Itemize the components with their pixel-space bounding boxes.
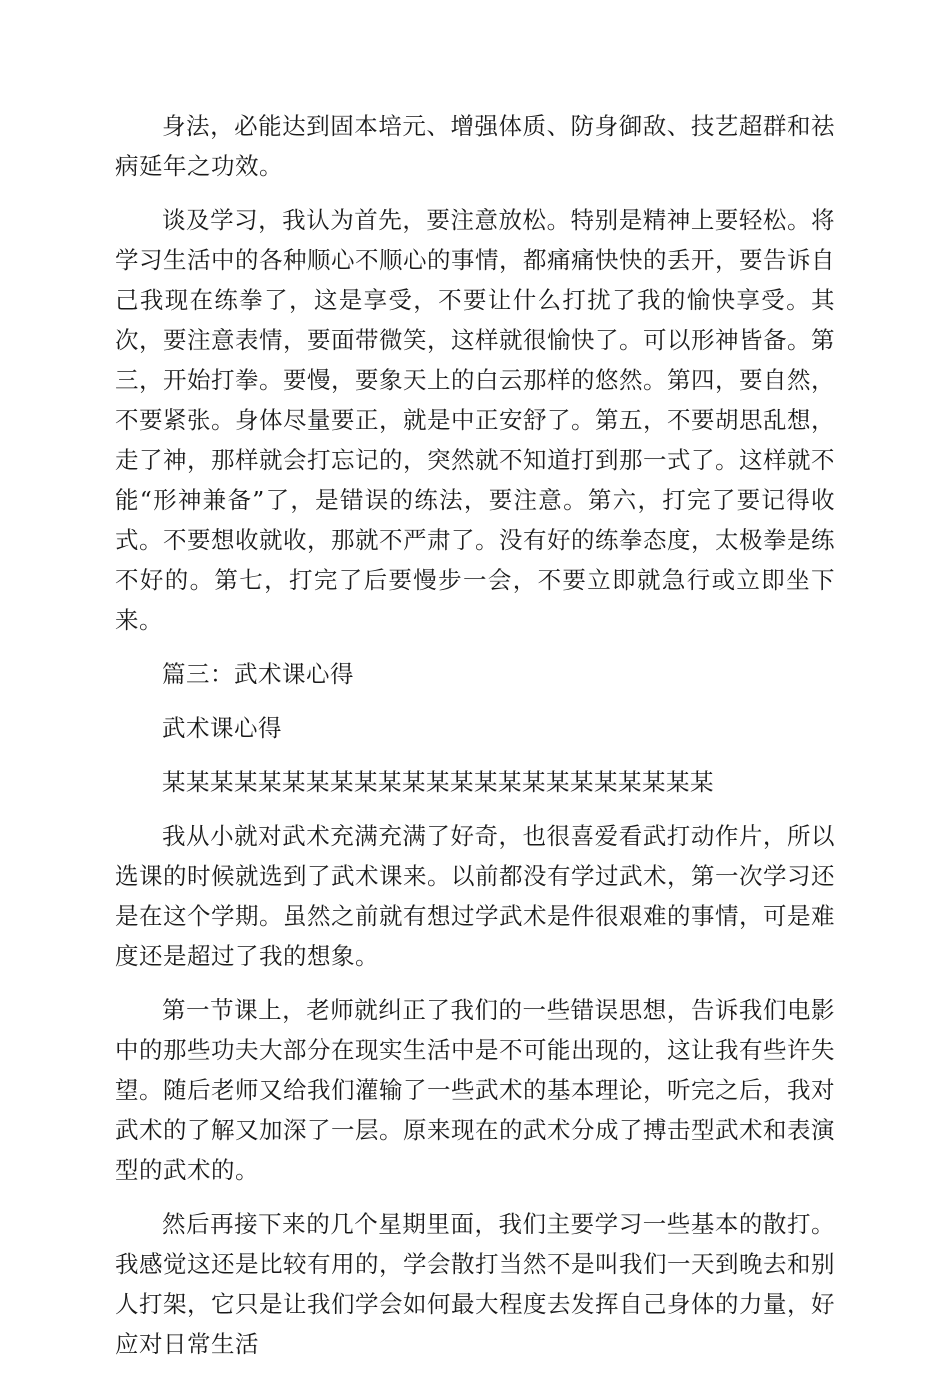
paragraph-closing-taiji: 身法，必能达到固本培元、增强体质、防身御敌、技艺超群和祛病延年之功效。: [115, 112, 835, 180]
article-title: 武术课心得: [162, 714, 282, 742]
paragraph-first-class: 第一节课上，老师就纠正了我们的一些错误思想，告诉我们电影中的那些功夫大部分在现实生活中是不可能出现的，这让我有些许失望。随后老师又给我们灌输了一些武术的基本理论，听完之后，我对武术的了解又加深了一层。原来现在的武术分成了搏击型武术和表演型的武术的。: [115, 996, 835, 1184]
section-heading: 篇三：武术课心得: [162, 660, 354, 688]
document-body: [115, 106, 835, 1378]
paragraph-study-advice: 谈及学习，我认为首先，要注意放松。特别是精神上要轻松。将学习生活中的各种顺心不顺心的事情，都痛痛快快的丢开，要告诉自己我现在练拳了，这是享受，不要让什么打扰了我的愉快享受。其次，要注意表情，要面带微笑，这样就很愉快了。可以形神皆备。第三，开始打拳。要慢，要象天上的白云那样的悠然。第四，要自然，不要紧张。身体尽量要正，就是中正安舒了。第五，不要胡思乱想，走了神，那样就会打忘记的，突然就不知道打到那一式了。这样就不能“形神兼备”了，是错误的练法，要注意。第六，打完了要记得收式。不要想收就收，那就不严肃了。没有好的练拳态度，太极拳是练不好的。第七，打完了后要慢步一会，不要立即就急行或立即坐下来。: [115, 206, 835, 634]
paragraph-intro: 我从小就对武术充满充满了好奇，也很喜爱看武打动作片，所以选课的时候就选到了武术课来。以前都没有学过武术，第一次学习还是在这个学期。虽然之前就有想过学武术是件很艰难的事情，可是难度还是超过了我的想象。: [115, 822, 835, 970]
paragraph-sanda: 然后再接下来的几个星期里面，我们主要学习一些基本的散打。我感觉这还是比较有用的，学会散打当然不是叫我们一天到晚去和别人打架，它只是让我们学会如何最大程度去发挥自己身体的力量，好应对日常生活: [115, 1210, 835, 1358]
author-line: 某某某某某某某某某某某某某某某某某某某某某某某: [162, 768, 714, 796]
